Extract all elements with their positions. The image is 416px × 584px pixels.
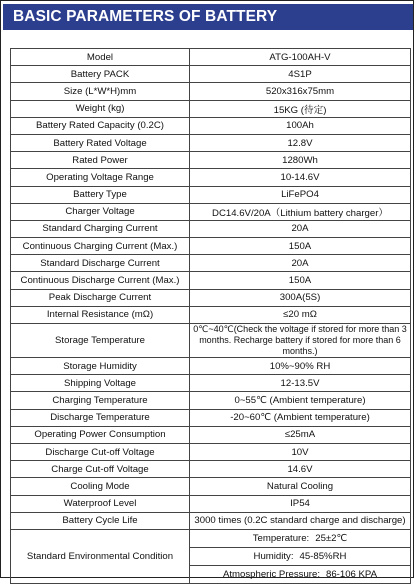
param-value: 14.6V	[190, 461, 411, 478]
param-value: IP54	[190, 495, 411, 512]
temperature-value: 25±2℃	[315, 532, 348, 544]
param-label: Continuous Charging Current (Max.)	[11, 238, 190, 255]
param-label: Battery Type	[11, 186, 190, 203]
param-value: 3000 times (0.2C standard charge and discharge)	[190, 512, 411, 529]
param-value: 1280Wh	[190, 152, 411, 169]
table-row	[11, 117, 411, 134]
param-value: ≤20 mΩ	[190, 306, 411, 323]
table-row	[11, 169, 411, 186]
param-label: Peak Discharge Current	[11, 289, 190, 306]
environment-humidity	[190, 547, 410, 565]
table-row	[11, 186, 411, 203]
temperature-label: Temperature:	[252, 532, 310, 544]
param-label: Standard Environmental Condition	[11, 529, 190, 583]
param-value: 300A(5S)	[190, 289, 411, 306]
param-label: Battery PACK	[11, 66, 190, 83]
param-label: Internal Resistance (mΩ)	[11, 306, 190, 323]
param-label: Battery Cycle Life	[11, 512, 190, 529]
table-row	[11, 495, 411, 512]
param-value: 0~55℃ (Ambient temperature)	[190, 392, 411, 409]
parameters-table	[10, 48, 411, 584]
table-row	[11, 100, 411, 117]
table-row	[11, 134, 411, 151]
param-value: ≤25mA	[190, 426, 411, 443]
param-label: Discharge Temperature	[11, 409, 190, 426]
table-row	[11, 238, 411, 255]
param-label: Standard Discharge Current	[11, 255, 190, 272]
param-value: ATG-100AH-V	[190, 49, 411, 66]
humidity-value: 45-85%RH	[299, 550, 347, 562]
pressure-value: 86-106 KPA	[326, 568, 378, 580]
param-label: Charge Cut-off Voltage	[11, 461, 190, 478]
table-row	[11, 289, 411, 306]
param-label: Waterproof Level	[11, 495, 190, 512]
param-value: 4S1P	[190, 66, 411, 83]
param-label: Discharge Cut-off Voltage	[11, 443, 190, 460]
table-row	[11, 426, 411, 443]
param-value: 15KG (待定)	[190, 100, 411, 117]
param-value: -20~60℃ (Ambient temperature)	[190, 409, 411, 426]
table-row	[11, 272, 411, 289]
param-label: Standard Charging Current	[11, 220, 190, 237]
param-label: Storage Temperature	[11, 324, 190, 358]
table-row	[11, 49, 411, 66]
table-row	[11, 220, 411, 237]
param-label: Cooling Mode	[11, 478, 190, 495]
param-label: Charger Voltage	[11, 203, 190, 220]
table-row	[11, 324, 411, 358]
param-value: 150A	[190, 238, 411, 255]
param-value: 100Ah	[190, 117, 411, 134]
param-label: Storage Humidity	[11, 358, 190, 375]
param-label: Continuous Discharge Current (Max.)	[11, 272, 190, 289]
table-row	[11, 152, 411, 169]
pressure-label: Atmospheric Pressure:	[222, 568, 320, 580]
param-value: 10%~90% RH	[190, 358, 411, 375]
table-row	[11, 461, 411, 478]
param-label: Model	[11, 49, 190, 66]
table-row	[11, 203, 411, 220]
param-value: DC14.6V/20A（Lithium battery charger）	[190, 203, 411, 220]
table-row	[11, 443, 411, 460]
param-label: Rated Power	[11, 152, 190, 169]
environment-temperature	[190, 530, 410, 547]
table-row	[11, 358, 411, 375]
table-row	[11, 306, 411, 323]
param-label: Operating Power Consumption	[11, 426, 190, 443]
param-label: Size (L*W*H)mm	[11, 83, 190, 100]
param-value: 150A	[190, 272, 411, 289]
table-row-environment	[11, 529, 411, 583]
param-label: Shipping Voltage	[11, 375, 190, 392]
table-row	[11, 512, 411, 529]
param-value: 20A	[190, 255, 411, 272]
param-value: 12-13.5V	[190, 375, 411, 392]
param-label: Charging Temperature	[11, 392, 190, 409]
param-value: 10-14.6V	[190, 169, 411, 186]
param-value: 520x316x75mm	[190, 83, 411, 100]
table-row	[11, 255, 411, 272]
table-row	[11, 392, 411, 409]
table-row	[11, 478, 411, 495]
param-label: Weight (kg)	[11, 100, 190, 117]
environment-values	[190, 529, 411, 583]
param-value: 12.8V	[190, 134, 411, 151]
table-row	[11, 83, 411, 100]
param-label: Operating Voltage Range	[11, 169, 190, 186]
param-value: Natural Cooling	[190, 478, 411, 495]
table-row	[11, 375, 411, 392]
table-row	[11, 66, 411, 83]
param-label: Battery Rated Capacity (0.2C)	[11, 117, 190, 134]
environment-pressure	[190, 565, 410, 583]
param-value: 10V	[190, 443, 411, 460]
param-value: 0℃~40℃(Check the voltage if stored for more than 3 months. Recharge battery if stored for more than 6 months.)	[190, 324, 411, 358]
param-label: Battery Rated Voltage	[11, 134, 190, 151]
table-row	[11, 409, 411, 426]
humidity-label: Humidity:	[253, 550, 294, 562]
page-title: BASIC PARAMETERS OF BATTERY	[3, 4, 413, 30]
param-value: 20A	[190, 220, 411, 237]
param-value: LiFePO4	[190, 186, 411, 203]
